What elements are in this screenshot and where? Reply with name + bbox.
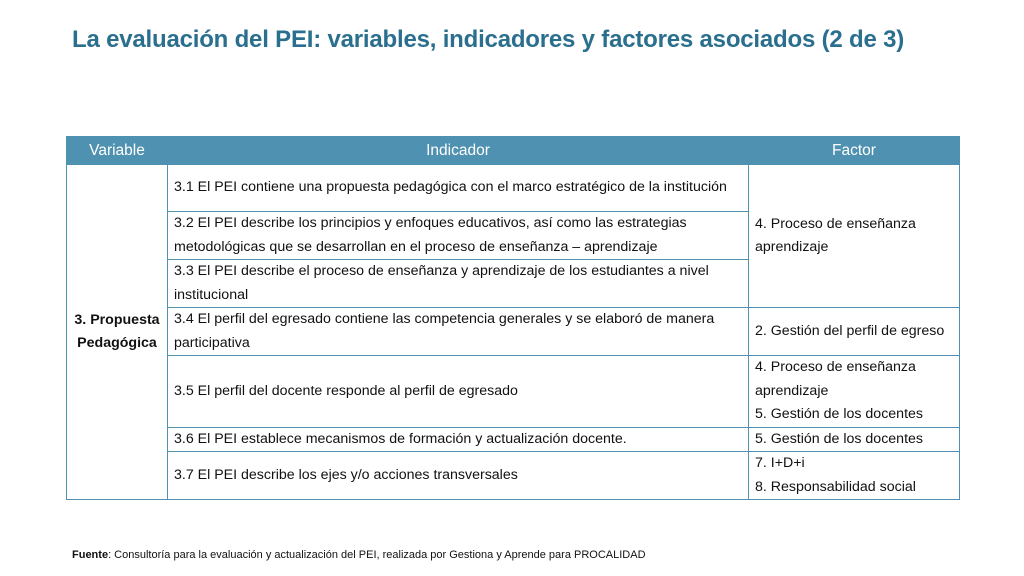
factor-line: 2. Gestión del perfil de egreso	[755, 322, 945, 339]
header-variable: Variable	[67, 137, 168, 165]
factor-line: 7. I+D+i	[755, 455, 805, 471]
indicator-cell: 3.3 El PEI describe el proceso de enseñanza y aprendizaje de los estudiantes a nivel institucional	[168, 260, 749, 308]
factor-line: 5. Gestión de los docentes	[755, 406, 923, 422]
factor-line: 8. Responsabilidad social	[755, 478, 916, 495]
factor-line: 4. Proceso de enseñanza aprendizaje	[755, 359, 916, 399]
factor-cell	[749, 427, 960, 452]
table-row	[67, 452, 960, 500]
footnote-label: Fuente	[72, 549, 109, 561]
table-row	[67, 356, 960, 428]
table-row	[67, 308, 960, 356]
page-title: La evaluación del PEI: variables, indicadores y factores asociados (2 de 3)	[72, 26, 905, 53]
indicators-table	[66, 136, 960, 500]
indicator-cell: 3.7 El PEI describe los ejes y/o acciones transversales	[168, 452, 749, 500]
factor-cell	[749, 308, 960, 356]
table-row	[67, 165, 960, 212]
factor-line: 5. Gestión de los docentes	[755, 430, 923, 447]
indicator-cell: 3.4 El perfil del egresado contiene las competencia generales y se elaboró de manera participativa	[168, 308, 749, 356]
indicator-cell: 3.1 El PEI contiene una propuesta pedagógica con el marco estratégico de la institución	[168, 165, 749, 212]
header-indicador: Indicador	[168, 137, 749, 165]
table-row	[67, 427, 960, 452]
indicator-cell: 3.6 El PEI establece mecanismos de formación y actualización docente.	[168, 427, 749, 452]
factor-line: 4. Proceso de enseñanza aprendizaje	[755, 215, 916, 255]
indicator-cell: 3.5 El perfil del docente responde al perfil de egresado	[168, 356, 749, 428]
table-header-row	[67, 137, 960, 165]
source-footnote	[72, 549, 646, 561]
indicator-cell: 3.2 El PEI describe los principios y enfoques educativos, así como las estrategias metodológicas que se desarrollan en el proceso de enseñanza – aprendizaje	[168, 212, 749, 260]
footnote-text: : Consultoría para la evaluación y actualización del PEI, realizada por Gestiona y Aprende para PROCALIDAD	[108, 549, 646, 561]
variable-cell: 3. Propuesta Pedagógica	[67, 165, 168, 500]
factor-cell	[749, 452, 960, 500]
factor-cell	[749, 356, 960, 428]
factor-cell	[749, 165, 960, 308]
header-factor: Factor	[749, 137, 960, 165]
